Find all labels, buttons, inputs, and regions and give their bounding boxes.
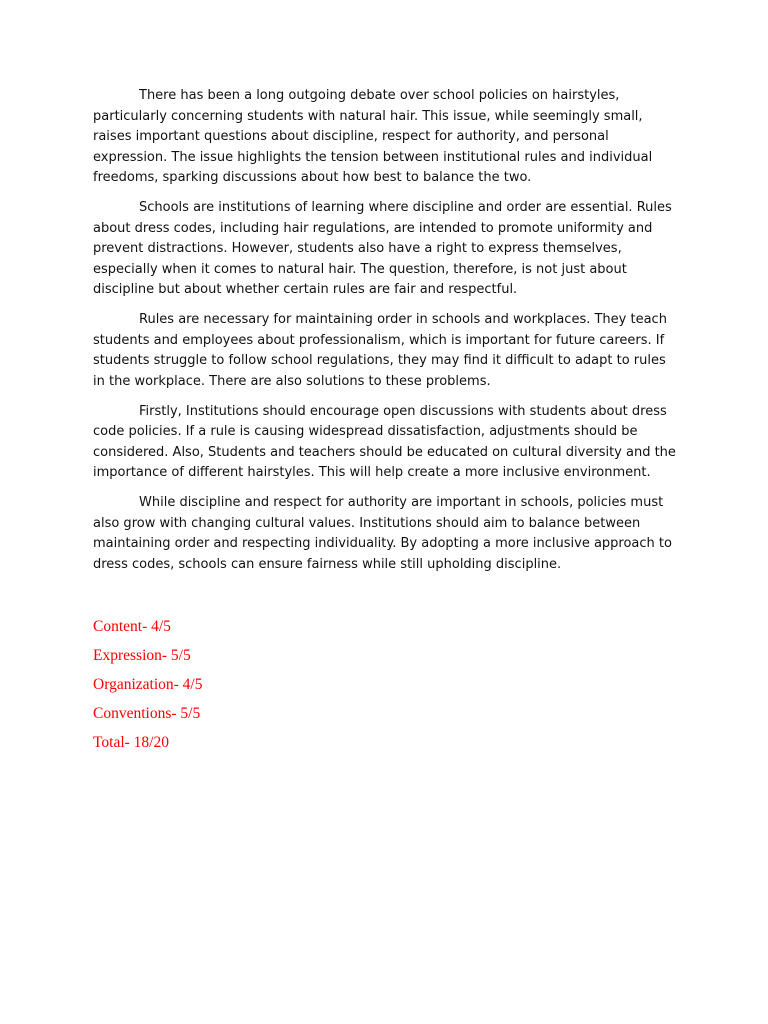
essay-paragraph-2: Schools are institutions of learning where discipline and order are essential. Rules about dress codes, including hair regulations, are intended to promote uniformity and prevent distractions. However, students also have a right to express themselves, especially when it comes to natural hair. The question, therefore, is not just about discipline but about whether certain rules are fair and respectful. bbox=[93, 200, 672, 297]
essay-paragraph-4: Firstly, Institutions should encourage open discussions with students about dress code policies. If a rule is causing widespread dissatisfaction, adjustments should be considered. Also, Students and teachers should be educated on cultural diversity and the importance of different hairstyles. This will help create a more inclusive environment. bbox=[93, 403, 676, 480]
essay-paragraph-3: Rules are necessary for maintaining order in schools and workplaces. They teach students and employees about professionalism, which is important for future careers. If students struggle to follow school regulations, they may find it difficult to adapt to rules in the workplace. There are also solutions to these problems. bbox=[93, 312, 667, 389]
essay-body bbox=[93, 86, 677, 575]
essay-paragraph-5: While discipline and respect for authority are important in schools, policies must also grow with changing cultural values. Institutions should aim to balance between maintaining order and respecting individuality. By adopting a more inclusive approach to dress codes, schools can ensure fairness while still upholding discipline. bbox=[93, 495, 672, 572]
grade-expression: Expression- 5/5 bbox=[93, 647, 191, 664]
essay-paragraph-1: There has been a long outgoing debate over school policies on hairstyles, particularly concerning students with natural hair. This issue, while seemingly small, raises important questions about discipline, respect for authority, and personal expression. The issue highlights the tension between institutional rules and individual freedoms, sparking discussions about how best to balance the two. bbox=[93, 88, 653, 185]
grading-section bbox=[93, 617, 677, 752]
grade-total: Total- 18/20 bbox=[93, 734, 169, 751]
grade-content: Content- 4/5 bbox=[93, 618, 171, 635]
grade-organization: Organization- 4/5 bbox=[93, 676, 203, 693]
document-page bbox=[93, 86, 677, 762]
grade-conventions: Conventions- 5/5 bbox=[93, 705, 201, 722]
